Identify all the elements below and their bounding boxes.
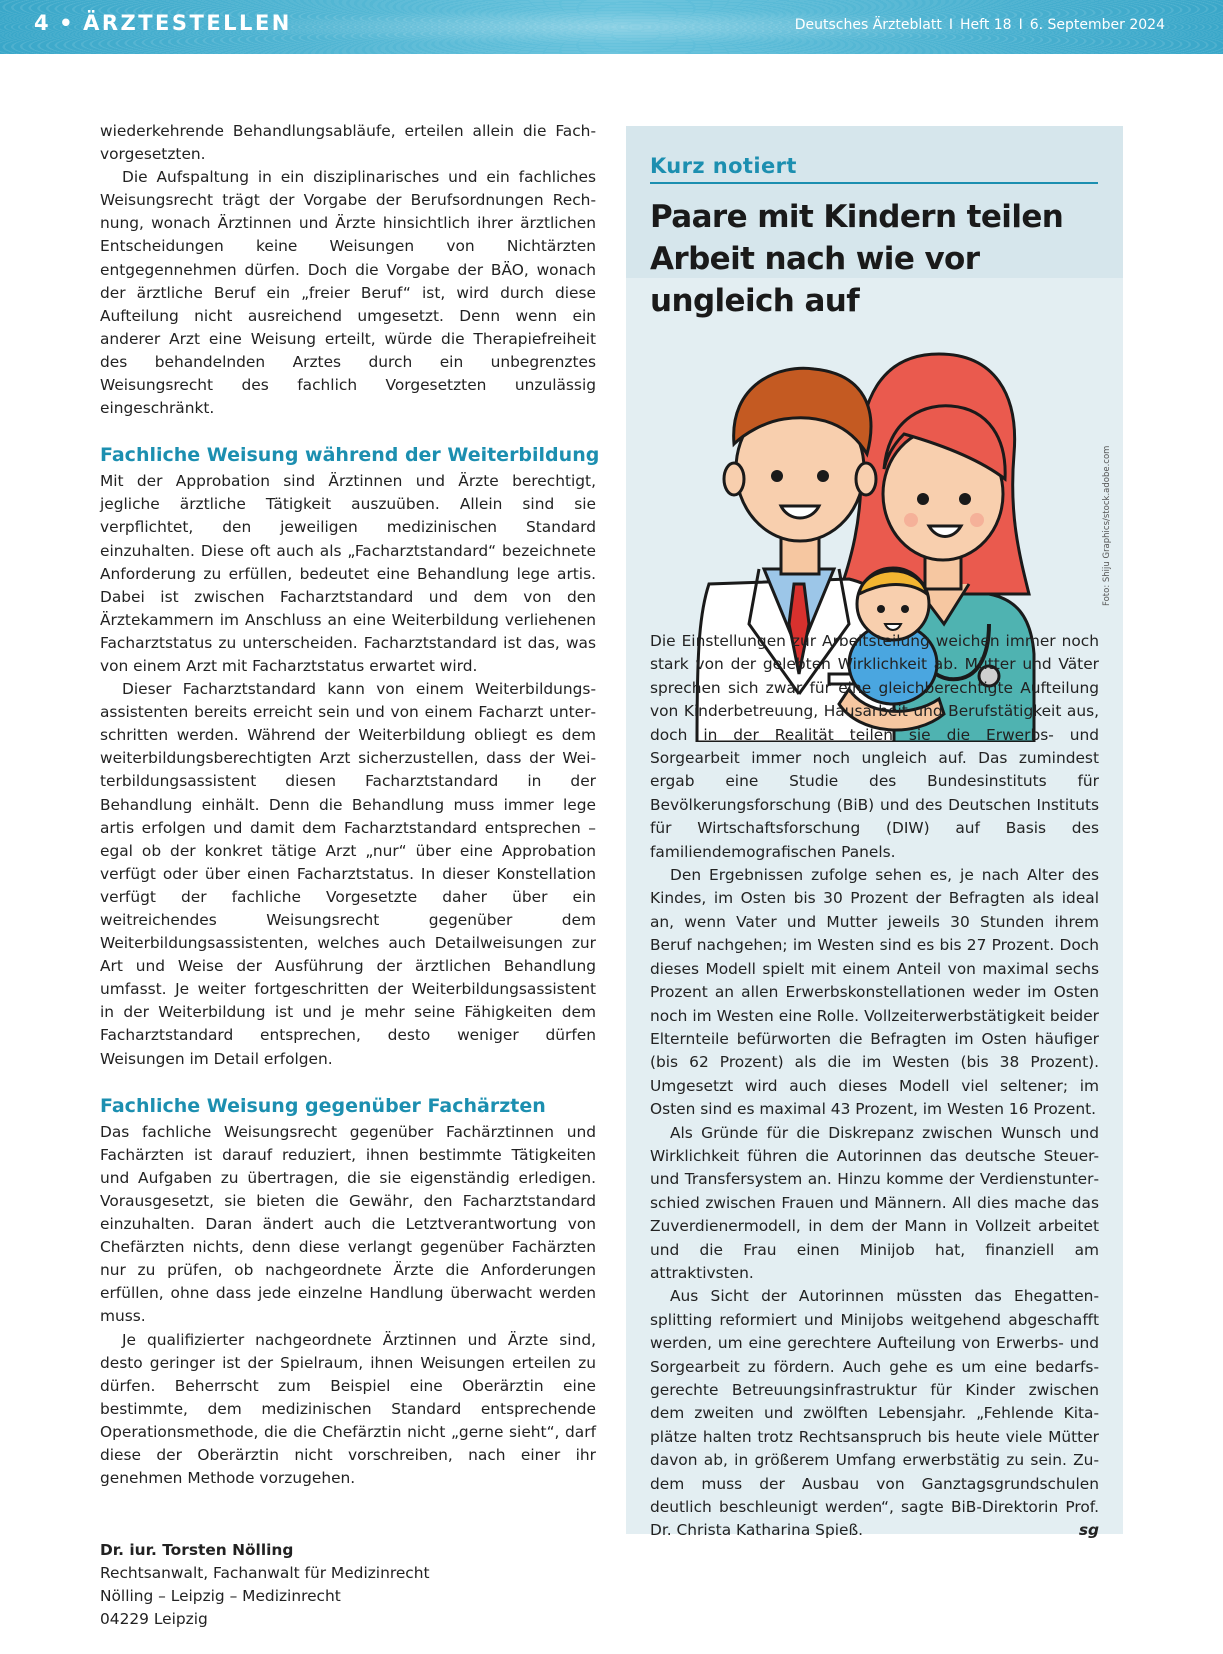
box-paragraph-text: Aus Sicht der Autorinnen müssten das Ehegattensplitting reformiert und Minijobs weitgehend abgeschafft werden, um eine gerechtere Aufteilung von Erwerbs- und Sorgearbeit zu fördern. Auch gehe es um eine bedarfsgerechte Betreuungsinfrastruktur für Kinder zwischen dem zweiten und zwölften Lebensjahr. „Fehlende Kitaplätze halten trotz Rechtsanspruch bis heute viele Mütter davon ab, in größerem Umfang erwerbstätig zu sein. Zudem muss der Ausbau von Ganztagsgrundschulen deutlich beschleunigt werden“, sagte BiB-Direktorin Prof. Dr. Christa Katharina Spieß.: [650, 1287, 1099, 1540]
publication-name: Deutsches Ärzteblatt: [794, 17, 942, 33]
page-number: 4: [34, 11, 52, 35]
header-separator: I: [948, 17, 953, 33]
article-paragraph: Je qualifizierter nachgeordnete Ärztinnen und Ärzte sind, desto geringer ist der Spielraum, ihnen Weisungen erteilen zu dürfen. Beherrscht zum Beispiel eine Oberärztin eine bestimmte, dem medizinischen Standard entsprechende Operationsmethode, die die Chefärztin nicht „gerne sieht“, darf diese der Oberärztin nicht vorschreiben, nach einer ihr genehmen Methode vorzugehen.: [100, 1330, 596, 1488]
author-firm: Nölling – Leipzig – Medizinrecht: [100, 1587, 341, 1606]
box-paragraph: Als Gründe für die Diskrepanz zwischen Wunsch und Wirklichkeit führen die Autorinnen das deutsche Steuer- und Transfersystem an. Hinzu komme der Verdienstunterschied zwischen Frauen und Männern. All dies mache das Zuverdienermodell, in dem der Mann in Vollzeit arbeitet und die Frau einen Minijob hat, finanziell am attraktivsten.: [650, 1123, 1099, 1282]
box-kicker: Kurz notiert: [650, 154, 1098, 184]
box-paragraph: Den Ergebnissen zufolge sehen es, je nach Alter des Kindes, im Osten bis 30 Prozent der Befragten als ideal an, wenn Vater und Mutter jeweils 30 Stunden ihrem Beruf nachgehen; im Westen sind es bis 27 Prozent. Doch dieses Modell spielt mit einem Anteil von maximal sechs Prozent an allen Erwerbskonstellationen weder im Osten noch im Westen eine Rolle. Vollzeiterwerbstätigkeit beider Elternteile befürworten die Befragten im Osten häufiger (bis 62 Prozent) als die im Westen (bis 38 Prozent). Umgesetzt wird auch dieses Modell viel seltener; im Osten sind es maximal 43 Prozent, im Westen 16 Prozent.: [650, 866, 1099, 1119]
box-paragraph: Die Einstellungen zur Arbeitsteilung weichen immer noch stark von der gelebten Wirklichkeit ab. Mütter und Väter sprechen sich zwar für eine gleichberechtigte Aufteilung von Kinderbetreuung, Hausarbeit und Berufstätigkeit aus, doch in der Realität teilen sie die Erwerbs- und Sorgearbeit immer noch ungleich auf. Das zumindest ergab eine Studie des Bundesinstituts für Bevölkerungsforschung (BiB) und des Deutschen Instituts für Wirtschaftsforschung (DIW) auf Basis des familiendemografischen Panels.: [650, 632, 1099, 861]
section-title: ÄRZTESTELLEN: [83, 11, 292, 35]
box-paragraph: [650, 1285, 1099, 1542]
author-block: [100, 1539, 596, 1631]
author-address: 04229 Leipzig: [100, 1610, 208, 1629]
author-name: Dr. iur. Torsten Nölling: [100, 1541, 294, 1560]
section-heading: Fachliche Weisung gegenüber Fachärzten: [100, 1094, 546, 1117]
section-header: [34, 11, 292, 35]
article-paragraph: Dieser Facharztstandard kann von einem Weiterbildungsassistenten bereits erreicht sein und von einem Facharzt unterschritten werden. Während der Weiterbildung obliegt es dem weiterbildungsberechtigten Arzt sicherzustellen, dass der Weiterbildungsassistent diesen Facharztstandard in der Behandlung einhält. Denn die Behandlung muss immer lege artis erfolgen und damit dem Facharztstandard entsprechen – egal ob der konkret tätige Arzt „nur“ über eine Approbation verfügt oder über einen Facharztstatus. In dieser Konstellation verfügt der fachliche Vorgesetzte daher über ein weitreichendes Weisungsrecht gegenüber dem Weiterbildungsassistenten, welches auch Detailweisungen zur Art und Weise der Ausführung der ärztlichen Behandlung umfasst. Je weiter fortgeschritten der Weiterbildungsassistent in der Weiterbildung ist und je mehr seine Fähigkeiten dem Facharztstandard entsprechen, desto weniger dürfen Weisungen im Detail erfolgen.: [100, 680, 596, 1068]
header-bullet: •: [59, 11, 76, 35]
author-title: Rechtsanwalt, Fachanwalt für Medizinrecht: [100, 1564, 430, 1583]
header-separator: I: [1018, 17, 1023, 33]
issue-info: [795, 17, 1165, 33]
box-body: [650, 630, 1099, 1543]
photo-credit: Foto: Shiju Graphics/stock.adobe.com: [1102, 445, 1112, 606]
section-heading: Fachliche Weisung während der Weiterbildung: [100, 444, 600, 467]
box-headline: Paare mit Kindern teilen Arbeit nach wie vor ungleich auf: [650, 199, 1064, 319]
article-paragraph: wiederkehrende Behandlungsabläufe, erteilen allein die Fachvorgesetzten.: [100, 122, 596, 164]
page-header: [0, 0, 1223, 54]
issue-number: Heft 18: [960, 17, 1012, 33]
article-paragraph: Die Aufspaltung in ein disziplinarisches und ein fachliches Weisungsrecht trägt der Vorgabe der Berufsordnungen Rechnung, wonach Ärztinnen und Ärzte hinsichtlich ihrer ärztlichen Entscheidungen keine Weisungen von Nichtärzten entgegennehmen dürfen. Doch die Vorgabe der BÄO, wonach der ärztliche Beruf ein „freier Beruf“ ist, wird durch diese Aufteilung nicht ausreichend umgesetzt. Denn wenn ein anderer Arzt eine Weisung erteilt, würde die Therapiefreiheit des behandelnden Arztes durch ein unbegrenztes Weisungsrecht des fachlich Vorgesetzten unzulässig eingeschränkt.: [100, 168, 596, 418]
article-paragraph: Mit der Approbation sind Ärztinnen und Ärzte berechtigt, jegliche ärztliche Tätigkeit auszuüben. Allein sind sie verpflichtet, den jeweiligen medizinischen Standard einzuhalten. Diese oft auch als „Facharztstandard“ bezeichnete Anforderung zu erfüllen, bedeutet eine Behandlung lege artis. Dabei ist zwischen Facharztstandard und dem von den Ärztekammern im Anschluss an eine Weiterbildung verliehenen Facharztstatus zu unterscheiden. Facharztstandard ist das, was von einem Arzt mit Facharztstatus erwartet wird.: [100, 472, 596, 675]
article-paragraph: Das fachliche Weisungsrecht gegenüber Fachärztinnen und Fachärzten ist darauf reduziert, ihnen bestimmte Tätigkeiten und Aufgaben zu übertragen, die sie eigenständig erledigen. Vorausgesetzt, sie bieten die Gewähr, den Facharztstandard einzuhalten. Daran ändert auch die Letztverantwortung von Chefärzten nichts, denn diese verlangt gegenüber Fachärzten nur zu prüfen, ob nachgeordnete Ärzte die Anforderungen erfüllen, ohne dass jede einzelne Handlung überwacht werden muss.: [100, 1122, 596, 1326]
author-signature: sg: [1078, 1521, 1099, 1540]
article-column: [100, 120, 600, 1632]
news-box: [626, 126, 1123, 1540]
issue-date: 6. September 2024: [1029, 17, 1165, 33]
